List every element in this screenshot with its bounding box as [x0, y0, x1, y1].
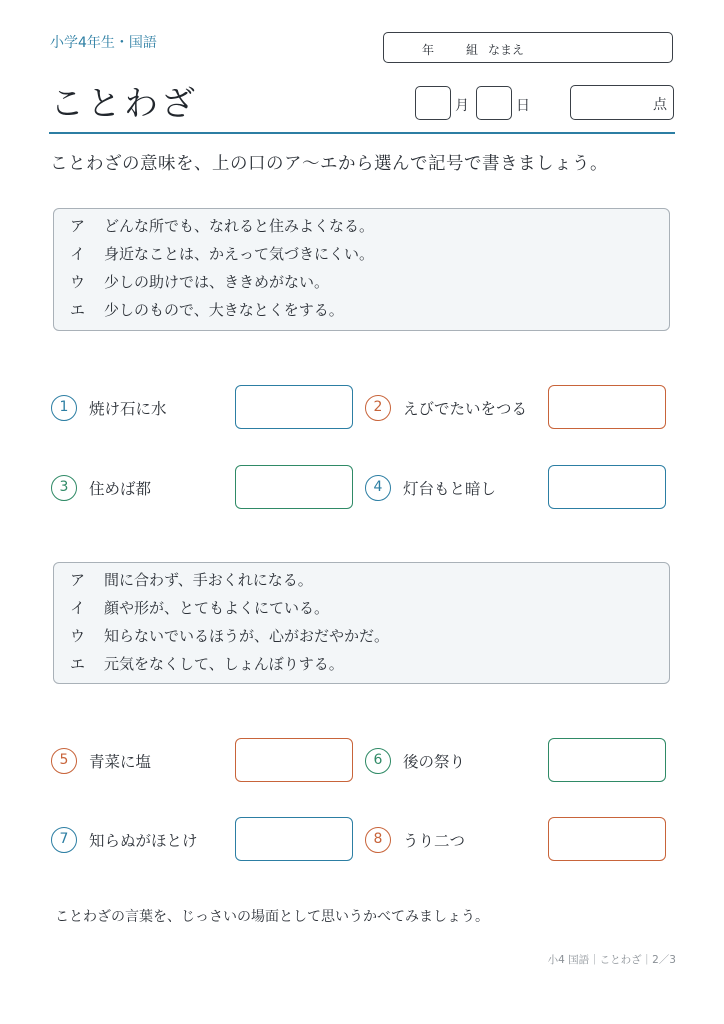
choice-item: ア どんな所でも、なれると住みよくなる。	[70, 217, 375, 235]
question-number-7: 7	[51, 827, 77, 853]
name-box[interactable]	[383, 32, 673, 63]
month-label: 月	[455, 98, 469, 114]
choice-item: エ 少しのもので、大きなとくをする。	[70, 301, 344, 319]
choice-item: エ 元気をなくして、しょんぼりする。	[70, 655, 344, 673]
name-label: なまえ	[488, 43, 525, 57]
answer-box-3[interactable]	[235, 465, 353, 509]
page-info: 小4 国語｜ことわざ｜2／3	[547, 954, 676, 966]
question-number-8: 8	[365, 827, 391, 853]
question-text-7: 知らぬがほとけ	[89, 832, 198, 850]
class-label: 組	[466, 43, 479, 57]
day-label: 日	[516, 98, 530, 114]
question-text-4: 灯台もと暗し	[403, 480, 497, 498]
answer-box-4[interactable]	[548, 465, 666, 509]
choice-item: イ 顔や形が、とてもよくにている。	[70, 599, 330, 617]
choice-item: ア 間に合わず、手おくれになる。	[70, 571, 313, 589]
month-field[interactable]	[415, 86, 451, 120]
answer-box-1[interactable]	[235, 385, 353, 429]
score-label: 点	[653, 97, 667, 113]
score-field[interactable]	[570, 85, 674, 120]
choice-box-1	[53, 208, 670, 331]
question-number-6: 6	[365, 748, 391, 774]
answer-box-7[interactable]	[235, 817, 353, 861]
grade-subject: 小学4年生・国語	[50, 35, 157, 51]
header-divider	[49, 132, 675, 134]
question-number-3: 3	[51, 475, 77, 501]
question-text-2: えびでたいをつる	[403, 400, 528, 418]
question-text-3: 住めば都	[89, 480, 152, 498]
answer-box-6[interactable]	[548, 738, 666, 782]
choice-item: イ 身近なことは、かえって気づきにくい。	[70, 245, 375, 263]
question-text-6: 後の祭り	[403, 753, 466, 771]
choice-item: ウ 知らないでいるほうが、心がおだやかだ。	[70, 627, 390, 645]
question-number-2: 2	[365, 395, 391, 421]
instruction: ことわざの意味を、上の口のア〜エから選んで記号で書きましょう。	[50, 154, 608, 174]
page-title: ことわざ	[50, 84, 198, 124]
question-number-5: 5	[51, 748, 77, 774]
answer-box-8[interactable]	[548, 817, 666, 861]
day-field[interactable]	[476, 86, 512, 120]
choice-box-2	[53, 562, 670, 684]
question-number-1: 1	[51, 395, 77, 421]
question-text-1: 焼け石に水	[89, 400, 167, 418]
choice-item: ウ 少しの助けでは、ききめがない。	[70, 273, 330, 291]
answer-box-5[interactable]	[235, 738, 353, 782]
question-text-8: うり二つ	[403, 832, 466, 850]
answer-box-2[interactable]	[548, 385, 666, 429]
question-number-4: 4	[365, 475, 391, 501]
footnote: ことわざの言葉を、じっさいの場面として思いうかべてみましょう。	[55, 909, 489, 925]
year-label: 年	[422, 43, 435, 57]
question-text-5: 青菜に塩	[89, 753, 152, 771]
